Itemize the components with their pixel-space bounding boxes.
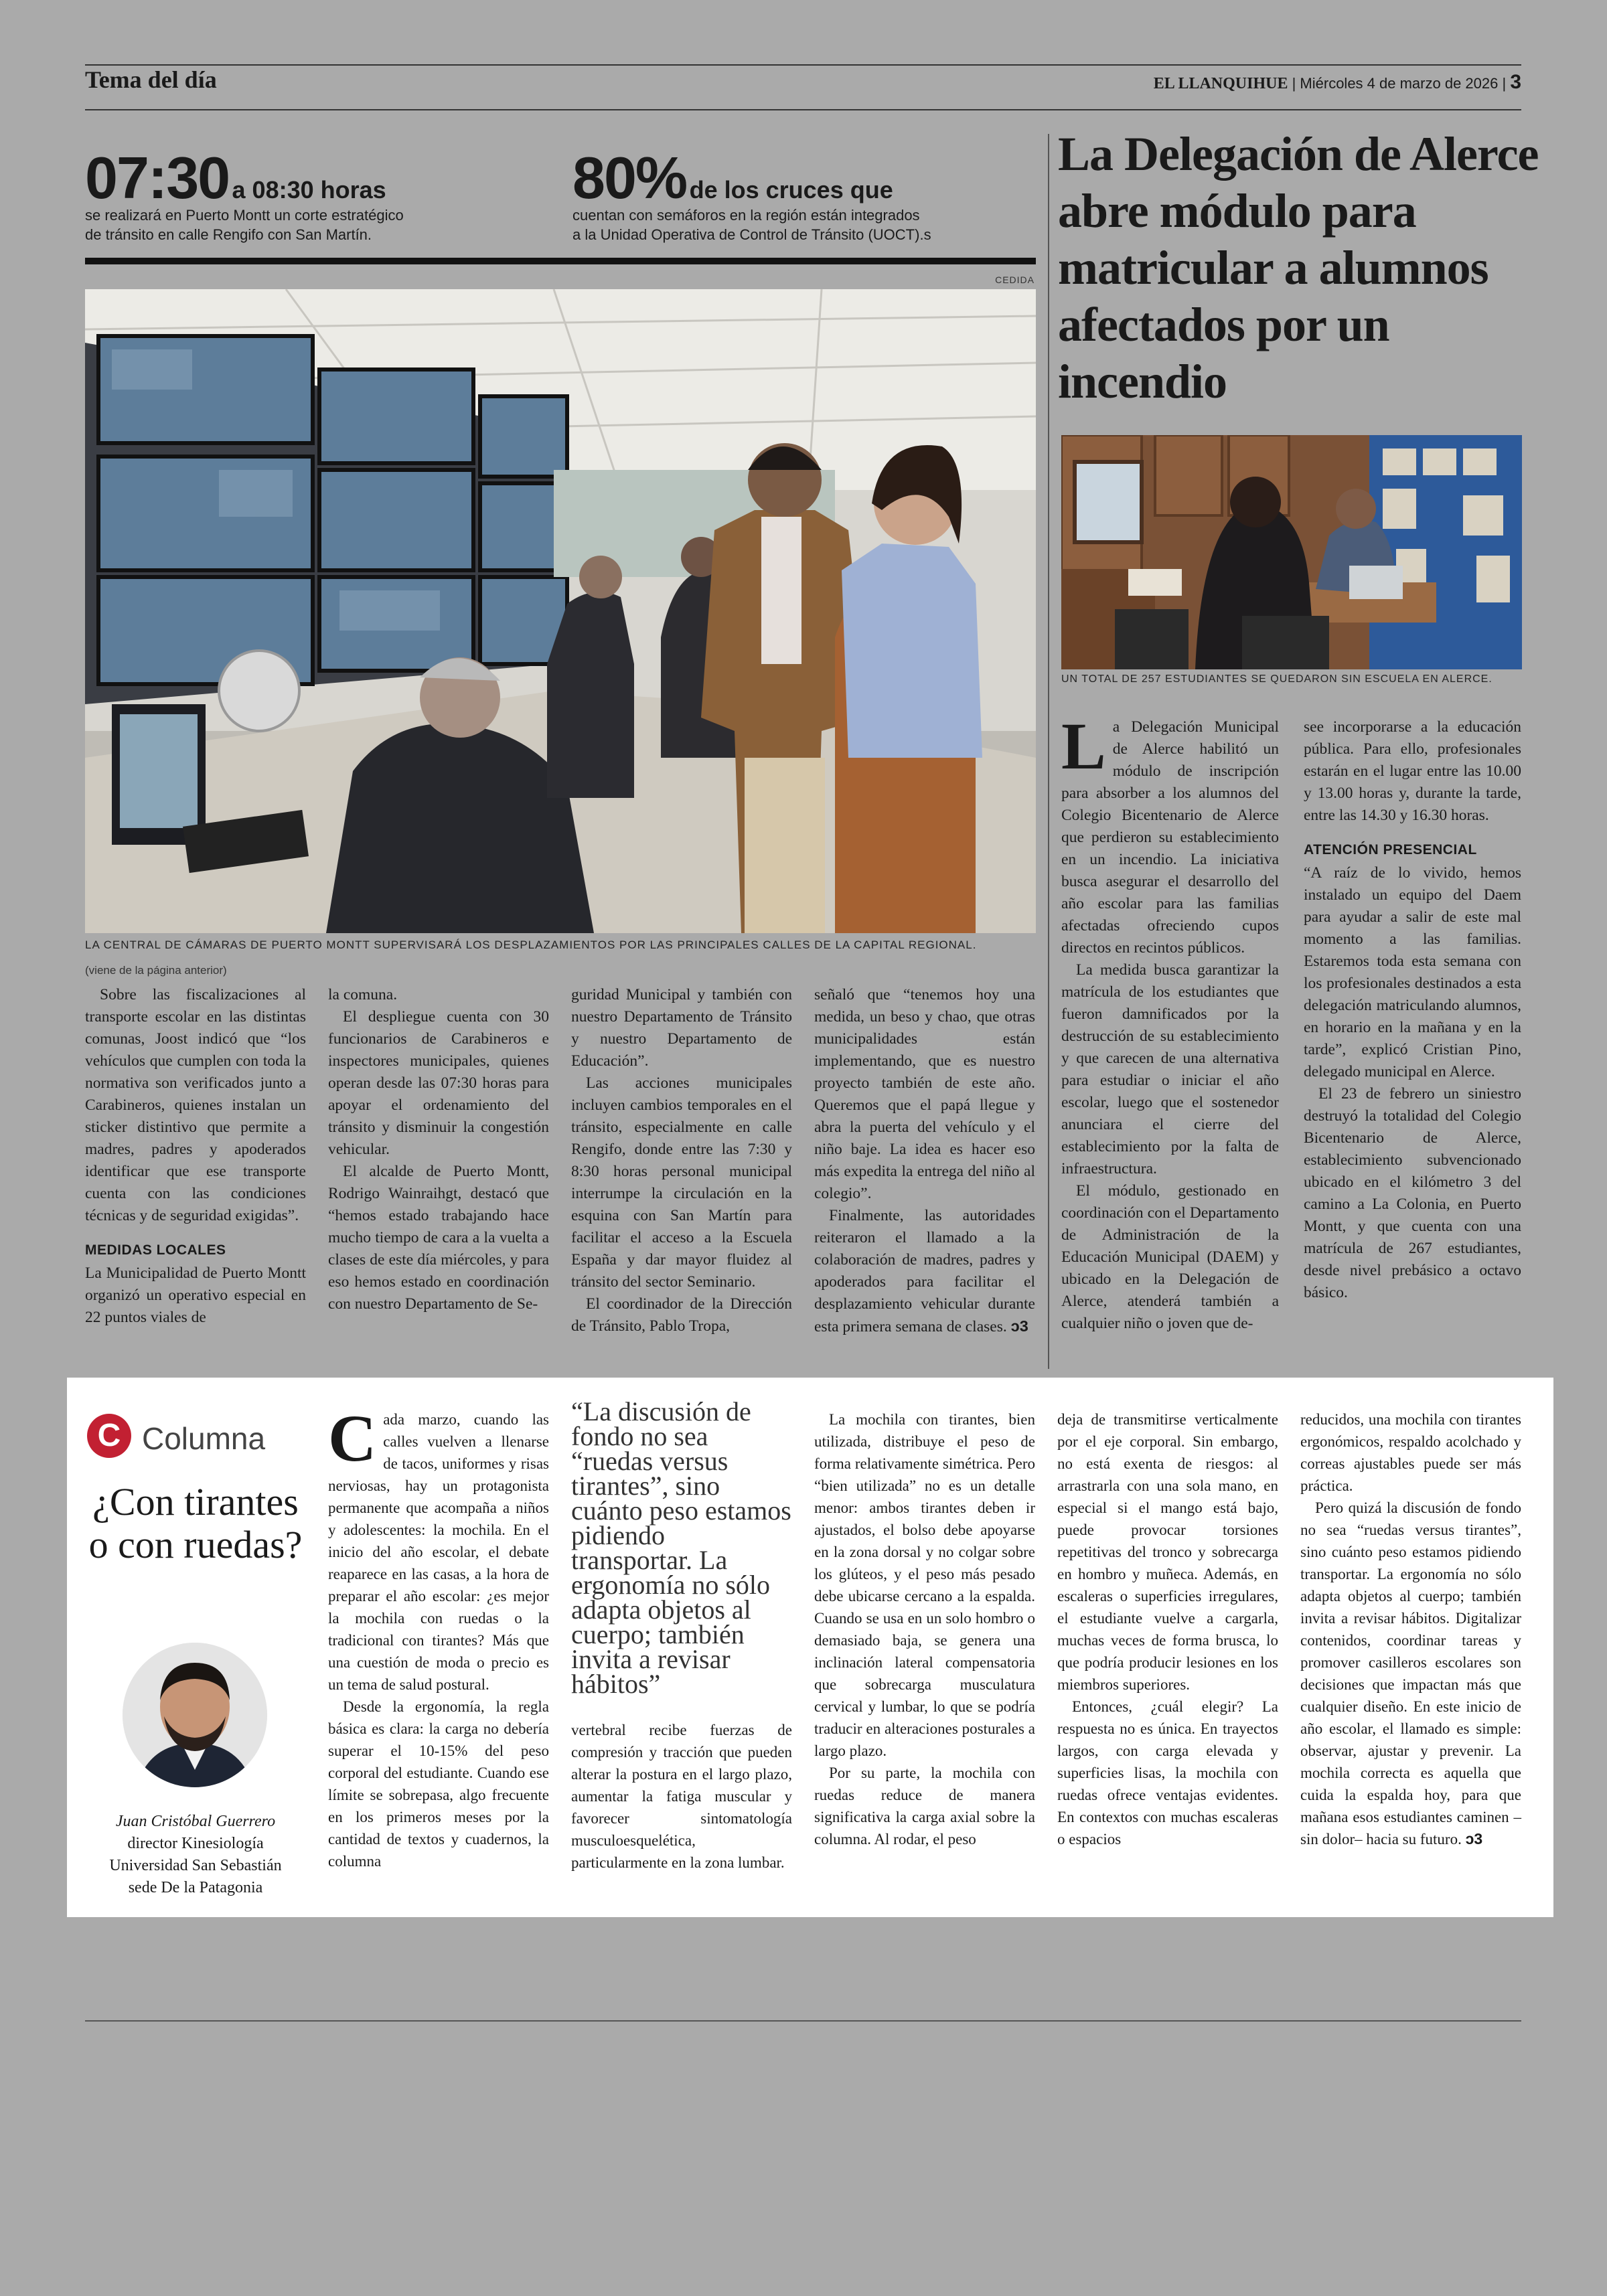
- main-article-col-4: [814, 984, 1035, 1338]
- stat-time-value: 07:30: [85, 145, 230, 211]
- stat-percent-note-line: cuentan con semáforos en la región están integrados: [572, 207, 920, 224]
- main-photo-caption: LA CENTRAL DE CÁMARAS DE PUERTO MONTT SUPERVISARÁ LOS DESPLAZAMIENTOS POR LAS PRINCIPALES CALLES DE LA CAPITAL REGIONAL.: [85, 938, 977, 951]
- header-rule: [85, 109, 1521, 110]
- section-title: Tema del día: [85, 66, 217, 93]
- stat-percent-note: [572, 206, 931, 244]
- paragraph: a Delegación Municipal de Alerce habilitó un módulo de inscripción para absorber a los alumnos del Colegio Bicentenario de Alerce que perdieron su establecimiento en un incendio. La iniciativa busca asegurar el desarrollo del año escolar para las familias afectadas ofreciendo cupos directos en recintos públicos.: [1061, 718, 1279, 957]
- paragraph: señaló que “tenemos hoy una medida, un beso y chao, que otras municipalidades están implementando, que es nuestro proyecto también de este año. Queremos que el papá llegue y abra la puerta del vehículo y el niño baje. La idea es hacer eso más expedita la entrega del niño al colegio”.: [814, 986, 1035, 1202]
- author-role: sede De la Patagonia: [128, 1879, 263, 1896]
- subheading: MEDIDAS LOCALES: [85, 1242, 226, 1258]
- end-mark: ↄ3: [1010, 1317, 1028, 1335]
- author-role: Universidad San Sebastián: [109, 1857, 282, 1874]
- paragraph: see incorporarse a la educación pública. Para ello, profesionales estarán en el lugar entre las 10.00 y 13.00 horas y, durante la tarde, entre las 14.30 y 16.30 horas.: [1304, 718, 1521, 824]
- paragraph: guridad Municipal y también con nuestro Departamento de Tránsito y nuestro Departamento de Educación”.: [571, 986, 792, 1070]
- paragraph: Pero quizá la discusión de fondo no sea “ruedas versus tirantes”, sino cuánto peso estamos pidiendo transportar. La ergonomía no sólo adapta objetos al cuerpo; también invita a revisar hábitos. Digitalizar contenidos, coordinar tareas y promover casilleros escolares son decisiones que impactan más que cualquier diseño. En este inicio de año escolar, el llamado es simple: observar, ajustar y prevenir. La mochila correcta es aquella que cuida la espalda hoy, para que mañana esos estudiantes caminen –sin dolor– hacia su futuro.: [1300, 1499, 1521, 1848]
- stat-percent-value: 80%: [572, 145, 687, 211]
- side-article-col-2: [1304, 716, 1521, 1304]
- main-article-col-3: [571, 984, 792, 1337]
- author-avatar: [123, 1643, 267, 1787]
- column-text-col-2: [571, 1719, 792, 1874]
- paragraph: deja de transmitirse verticalmente por el eje corporal. Sin embargo, no está exenta de riesgos: al arrastrarla con una sola mano, en especial si el mango está bajo, puede provocar torsiones repetitivas del tronco y sobrecarga en hombro y muñeca. Además, en escaleras o superficies irregulares, el estudiante vuelve a cargarla, muchas veces de forma brusca, lo que podría producir lesiones en los miembros superiores.: [1057, 1411, 1278, 1693]
- paragraph: El alcalde de Puerto Montt, Rodrigo Wainraihgt, destacó que “hemos estado trabajando hace mucho tiempo de cara a la vuelta a clases de este día miércoles, y para eso hemos estado en coordinación con nuestro Departamento de Se-: [328, 1163, 549, 1313]
- column-logo: C: [87, 1414, 131, 1458]
- paragraph: El módulo, gestionado en coordinación con el Departamento de Administración de la Educación Municipal (DAEM) y ubicado en la Delegación de Alerce, atenderá también a cualquier niño o joven que de-: [1061, 1182, 1279, 1332]
- paragraph: Las acciones municipales incluyen cambios temporales en el tránsito, especialmente en calle Rengifo, donde entre las 7:30 y 8:30 horas personal municipal interrumpe la circulación en la esquina con San Martín para facilitar el acceso a la Escuela España y dar mayor fluidez al tránsito del sector Seminario.: [571, 1074, 792, 1291]
- paragraph: Sobre las fiscalizaciones al transporte escolar en las distintas comunas, Joost indicó que “los vehículos que cumplen con toda la normativa son verificados junto a Carabineros, quienes instalan un sticker distintivo que permite a madres, padres y apoderados identificar que ese transporte cuenta con las condiciones técnicas y de seguridad exigidas”.: [85, 986, 306, 1224]
- traffic-control-room-photo: [85, 289, 1036, 933]
- column-text-col-5: [1300, 1408, 1521, 1850]
- side-photo-caption: UN TOTAL DE 257 ESTUDIANTES SE QUEDARON SIN ESCUELA EN ALERCE.: [1061, 673, 1493, 685]
- continued-note: (viene de la página anterior): [85, 964, 227, 977]
- stat-percent-sub: de los cruces que: [689, 176, 893, 203]
- paragraph: La mochila con tirantes, bien utilizada, distribuye el peso de forma relativamente simétrica. Pero “bien utilizada” no es un detalle menor: ambos tirantes deben ir ajustados, el bolso debe apoyarse en la zona dorsal y no colgar sobre los glúteos, y el peso más pesado debe ubicarse cercano a la espalda. Cuando se usa en un solo hombro o demasiado baja, se genera una inclinación lateral compensatoria que sobrecarga musculatura cervical y lumbar, lo que se podría traducir en alteraciones posturales a largo plazo.: [814, 1411, 1035, 1759]
- paragraph: Entonces, ¿cuál elegir? La respuesta no es única. En trayectos largos, con carga elevada y superficies lisas, la mochila con ruedas ofrece ventajas evidentes. En contextos con muchas escaleras o espacios: [1057, 1698, 1278, 1848]
- paragraph: ada marzo, cuando las calles vuelven a llenarse de tacos, uniformes y risas nerviosas, hay un protagonista permanente que acompaña a niños y adolescentes: la mochila. En el inicio del año escolar, el debate reaparece en las casas, a la hora de preparar el año escolar: ¿es mejor la mochila con ruedas o la tradicional con tirantes? Más que una cuestión de moda o precio es un tema de salud postural.: [328, 1411, 549, 1693]
- column-label: Columna: [142, 1421, 266, 1456]
- column-text-col-4: [1057, 1408, 1278, 1850]
- side-article-col-1: [1061, 709, 1279, 1335]
- paragraph: El despliegue cuenta con 30 funcionarios de Carabineros e inspectores municipales, quienes operan desde las 07:30 horas para apoyar el ordenamiento del tránsito y disminuir la congestión vehicular.: [328, 1008, 549, 1158]
- author-credit: [85, 1811, 306, 1899]
- main-article-col-2: [328, 984, 549, 1315]
- author-role: director Kinesiología: [127, 1835, 264, 1852]
- drop-cap: C: [328, 1401, 377, 1475]
- subheading: ATENCIÓN PRESENCIAL: [1304, 842, 1477, 857]
- page-number: 3: [1510, 71, 1521, 93]
- stat-time-sub: a 08:30 horas: [232, 176, 386, 203]
- top-rule: [85, 64, 1521, 66]
- bottom-rule: [85, 2020, 1521, 2022]
- paragraph: El 23 de febrero un siniestro destruyó la totalidad del Colegio Bicentenario de Alerce, establecimiento subvencionado ubicado en el kilómetro 3 del camino a La Colonia, en Puerto Montt, y que cuenta con una matrícula de 267 estudiantes, desde nivel prebásico a octavo básico.: [1304, 1085, 1521, 1301]
- alerce-office-photo: [1061, 435, 1522, 669]
- stat-time: [85, 145, 386, 211]
- paragraph: La medida busca garantizar la matrícula de los estudiantes que fueron damnificados por la destrucción de su establecimiento y que carecen de una alternativa para estudiar o iniciar el año escolar, luego que el sostenedor anunciara el cierre del establecimiento por la falta de infraestructura.: [1061, 961, 1279, 1177]
- photo-credit: CEDIDA: [995, 274, 1035, 285]
- stat-percent: [572, 145, 893, 211]
- stat-percent-note-line: a la Unidad Operativa de Control de Tránsito (UOCT).s: [572, 226, 931, 243]
- masthead: EL LLANQUIHUE | Miércoles 4 de marzo de 2026 | 3: [1153, 71, 1521, 93]
- paragraph: vertebral recibe fuerzas de compresión y tracción que pueden alterar la postura en el largo plazo, aumentar la fatiga muscular y favorecer sintomatología musculoesquelética, particularmente en la zona lumbar.: [571, 1722, 792, 1871]
- stats-thick-rule: [85, 258, 1036, 264]
- paragraph: “A raíz de lo vivido, hemos instalado un equipo del Daem para ayudar a salir de este mal momento a las familias. Estaremos toda esta semana con los profesionales destinados a esta delegación matriculando alumnos, en horario en la mañana y en la tarde”, explicó Cristian Pino, delegado municipal en Alerce.: [1304, 864, 1521, 1080]
- issue-date: Miércoles 4 de marzo de 2026: [1300, 75, 1499, 92]
- paragraph: Finalmente, las autoridades reiteraron el llamado a la colaboración de madres, padres y apoderados para facilitar el desplazamiento vehicular durante esta primera semana de clases.: [814, 1207, 1035, 1335]
- paragraph: La Municipalidad de Puerto Montt organizó un operativo especial en 22 puntos viales de: [85, 1264, 306, 1326]
- stat-time-note: [85, 206, 404, 244]
- end-mark: ↄ3: [1465, 1830, 1483, 1848]
- column-text-col-1: [328, 1401, 549, 1872]
- stat-time-note-line: de tránsito en calle Rengifo con San Martín.: [85, 226, 372, 243]
- pull-quote: “La discusión de fondo no sea “ruedas versus tirantes”, sino cuánto peso estamos pidiendo transportar. La ergonomía no sólo adapta objetos al cuerpo; también invita a revisar hábitos”: [571, 1396, 791, 1699]
- paragraph: Desde la ergonomía, la regla básica es clara: la carga no debería superar el 10-15% del peso corporal del estudiante. Cuando ese límite se sobrepasa, algo frecuente en los primeros meses por la cantidad de textos y cuadernos, la columna: [328, 1698, 549, 1870]
- paragraph: El coordinador de la Dirección de Tránsito, Pablo Tropa,: [571, 1295, 792, 1335]
- paragraph: reducidos, una mochila con tirantes ergonómicos, respaldo acolchado y correas ajustables puede ser más práctica.: [1300, 1411, 1521, 1494]
- drop-cap: L: [1061, 709, 1106, 783]
- column-title: ¿Con tirantes o con ruedas?: [88, 1480, 303, 1566]
- vertical-divider: [1048, 134, 1049, 1369]
- newspaper-name: EL LLANQUIHUE: [1153, 75, 1288, 92]
- main-article-col-1: [85, 984, 306, 1329]
- author-name: Juan Cristóbal Guerrero: [115, 1813, 276, 1830]
- column-text-col-3: [814, 1408, 1035, 1850]
- side-article-headline: La Delegación de Alerce abre módulo para matricular a alumnos afectados por un incendio: [1058, 127, 1539, 408]
- paragraph: la comuna.: [328, 986, 398, 1003]
- stat-time-note-line: se realizará en Puerto Montt un corte estratégico: [85, 207, 404, 224]
- paragraph: Por su parte, la mochila con ruedas reduce de manera significativa la carga axial sobre la columna. Al rodar, el peso: [814, 1765, 1035, 1848]
